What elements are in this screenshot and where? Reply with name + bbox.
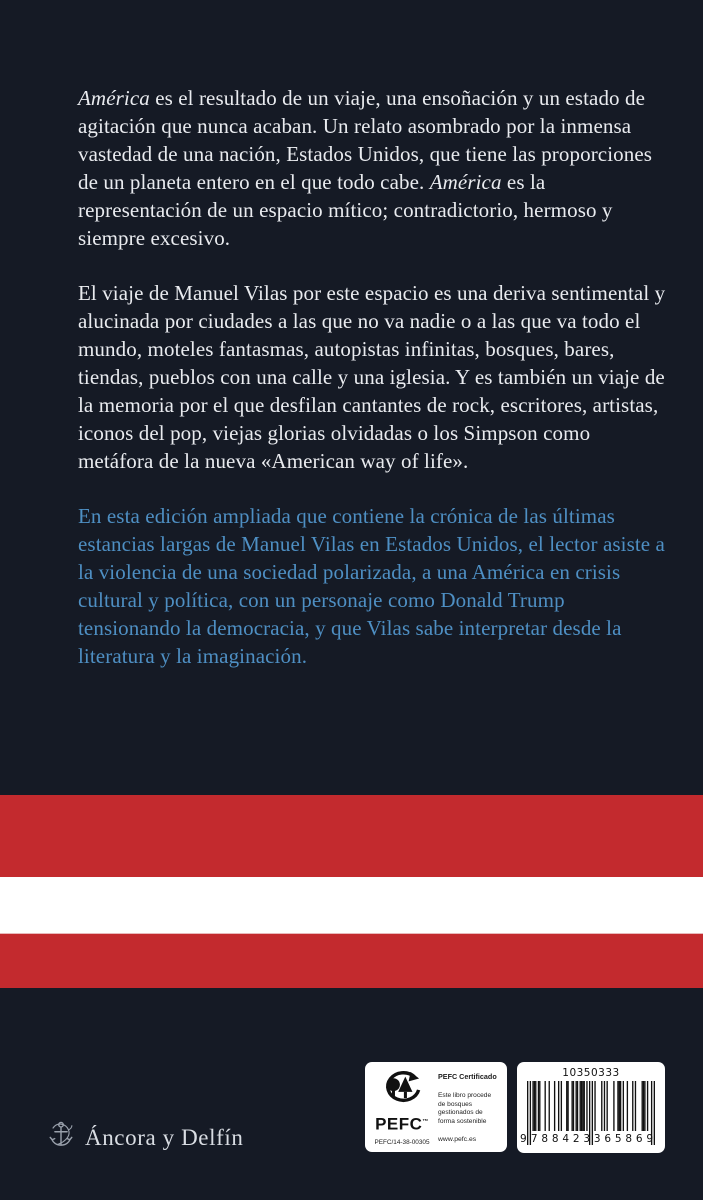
- barcode-digits: [520, 1132, 655, 1145]
- publisher-name: Áncora y Delfín: [85, 1125, 244, 1150]
- flag-stripe-red-top: [0, 795, 703, 877]
- barcode-top-number: 10350333: [562, 1067, 620, 1079]
- pefc-wordmark: PEFC™: [375, 1114, 429, 1134]
- barcode-label: [517, 1062, 665, 1153]
- synopsis-paragraph-1-text: es el resultado de un viaje, una ensoñación y un estado de agitación que nunca acaban. Un relato asombrado por la inmensa vastedad de una nación, Estados Unidos, que tiene las proporciones de un planeta entero en el que todo cabe.: [78, 86, 653, 194]
- barcode-left-group: 7 8 8 4 2 3: [530, 1133, 591, 1145]
- barcode-right-group: 3 6 5 8 6 9: [593, 1133, 654, 1145]
- pefc-website: www.pefc.es: [438, 1136, 477, 1143]
- synopsis-paragraph-3-edition-note: En esta edición ampliada que contiene la crónica de las últimas estancias largas de Manuel Vilas en Estados Unidos, el lector asiste a la violencia de una sociedad polarizada, a una América en crisis cultural y política, con un personaje como Donald Trump tensionando la democracia, y que Vilas sabe interpretar desde la literatura y la imaginación.: [78, 504, 665, 668]
- synopsis-paragraph-1: [78, 84, 668, 252]
- pefc-trademark-symbol: ™: [422, 1119, 429, 1125]
- pefc-right-column: [430, 1070, 500, 1145]
- pefc-certification-label: [365, 1062, 507, 1152]
- barcode-first-digit: 9: [520, 1133, 527, 1145]
- barcode-graphic-wrap: [520, 1081, 655, 1145]
- book-title-italic: América: [429, 170, 502, 194]
- synopsis-paragraph-1-text: es la representación de un espacio mítico; contradictorio, hermoso y siempre excesivo.: [78, 170, 613, 250]
- anchor-dolphin-icon: [46, 1119, 76, 1157]
- pefc-trees-icon: [379, 1070, 425, 1113]
- publisher-colophon: [46, 1118, 243, 1158]
- pefc-heading: PEFC Certificado: [438, 1072, 497, 1081]
- synopsis-paragraph-2: El viaje de Manuel Vilas por este espacio es una deriva sentimental y alucinada por ciudades a las que no va nadie o a las que va todo el mundo, moteles fantasmas, autopistas infinitas, bosques, bares, tiendas, pueblos con una calle y una iglesia. Y es también un viaje de la memoria por el que desfilan cantantes de rock, escritores, artistas, iconos del pop, viejas glorias olvidadas o los Simpson como metáfora de la nueva «American way of life».: [78, 281, 666, 473]
- pefc-certificate-code: PEFC/14-38-00305: [374, 1138, 430, 1146]
- book-title-italic: América: [78, 86, 150, 110]
- synopsis-text-block: [78, 84, 668, 697]
- pefc-left-column: [374, 1070, 430, 1145]
- flag-stripe-white-middle: [0, 877, 703, 934]
- flag-stripe-red-bottom: [0, 934, 703, 988]
- pefc-description: Este libro procede de bosques gestionados de forma sostenible: [438, 1092, 492, 1125]
